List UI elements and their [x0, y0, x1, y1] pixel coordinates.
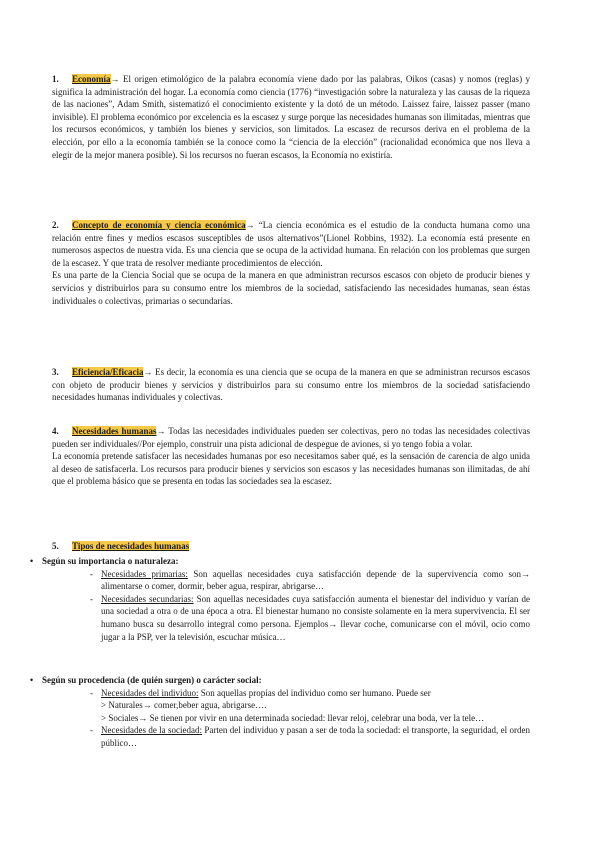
section-2-paragraph-2: Es una parte de la Ciencia Social que se ocupa de la manera en que administran recursos escasos con objeto de producir bienes y servicios y distribuirlos para su consumo entre los miembros de la sociedad, satisfaciendo las necesidades humanas, sean éstas individuales o colectivas, primarias o secundarias. [52, 270, 530, 306]
dash-icon: - [90, 687, 93, 698]
dash-icon: - [90, 725, 93, 736]
item-text: Parten del individuo y pasan a ser de toda la sociedad: el transporte, la seguridad, el orden público… [101, 725, 530, 748]
section-eficiencia [52, 366, 530, 404]
sub-item-sociales: > Sociales→ Se tienen por vivir en una determinada sociedad: llevar reloj, celebrar una boda, ver la tele… [101, 712, 485, 723]
item-text: Son aquellas necesidades cuya satisfacción depende de la supervivencia como son→ alimentarse o comer, dormir, beber agua, respirar, abrigarse… [101, 568, 530, 592]
arrow-icon: → [143, 367, 153, 377]
section-economia [52, 73, 530, 161]
list-item [30, 593, 530, 643]
section-4-paragraph-2: La economía pretende satisfacer las necesidades humanas por eso necesitamos saber qué, es la sensación de carencia de algo unida al deseo de satisfacerla. Los recursos para producir bienes y servicios son escasos y las necesidades humanas son ilimitadas, de ahí que el problema básico que se presenta en todas las sociedades sea la escasez. [52, 451, 530, 487]
section-title: Economía [72, 74, 111, 84]
section-title: Eficiencia/Eficacia [72, 367, 144, 377]
section-number: 3. [52, 367, 59, 377]
item-text: Son aquellas propias del individuo como ser humano. Puede ser [198, 687, 431, 698]
section-3-paragraph [52, 366, 530, 404]
list-item [30, 687, 530, 725]
dash-icon: - [90, 593, 93, 604]
group-importancia [30, 555, 530, 643]
section-5-heading [52, 541, 189, 551]
section-text: “La ciencia económica es el estudio de la conducta humana como una relación entre fines y medios escasos susceptibles de usos alternativos”(Lionel Robbins, 1932). La economía está presente en numerosos aspectos de nuestra vida. Es una ciencia que se ocupa de la actividad humana. En relación con los problemas que surgen de la escasez. Y que trata de resolver mediante procedimientos de elección. [52, 220, 531, 268]
item-term: Necesidades secundarias: [101, 593, 194, 604]
section-text: Es decir, la economía es una ciencia que se ocupa de la manera en que se administran recursos escasos con objeto de producir bienes y servicios y distribuirlos para su consumo entre los miembros de la sociedad satisfaciendo necesidades humanas individuales y colectivas. [52, 367, 530, 403]
section-title: Concepto de economía y ciencia económica [72, 220, 246, 230]
section-number: 2. [52, 220, 59, 230]
section-necesidades [52, 425, 530, 488]
group-title [30, 555, 530, 568]
arrow-icon: → [245, 220, 255, 230]
item-term: Necesidades primarias: [101, 568, 188, 579]
section-number: 4. [52, 426, 59, 436]
section-number: 5. [52, 541, 59, 551]
item-term: Necesidades de la sociedad: [101, 725, 203, 736]
section-text: El origen etimológico de la palabra economía viene dado por las palabras, Oikos (casas) y nomos (reglas) y significa la administración del hogar. La economía como ciencia (1776) “investigación sobre la naturaleza y las causas de la riqueza de las naciones”, Adam Smith, sistematizó el conocimiento existente y la dotó de un método. Laissez faire, laissez passer (mano invisible). El problema económico por excelencia es la escasez y surge porque las necesidades humanas son ilimitadas, mientras que los recursos económicos, y también los bienes y servicios, son limitados. La escasez de recursos deriva en el problema de la elección, por ello a la economía también se la conoce como la “ciencia de la elección” (racionalidad económica que nos lleva a elegir de la mejor manera posible). Si los recursos no fueran escasos, la Economía no existiría. [52, 74, 530, 160]
list-item [30, 568, 530, 593]
sub-item-naturales: > Naturales→ comer,beber agua, abrigarse…. [101, 700, 267, 711]
bullet-icon: • [30, 556, 34, 566]
item-text: Son aquellas necesidades cuya satisfacción aumenta el bienestar del individuo y varían de una sociedad a otra o de una época a otra. El bienestar humano no consiste solamente en la mera supervivencia. El ser humano busca su desarrollo integral como persona. Ejemplos→ llevar coche, comunicarse con el móvil, ocio como jugar a la PSP, ver la televisión, escuchar música… [101, 593, 530, 642]
section-text: Todas las necesidades individuales pueden ser colectivas, pero no todas las necesidades colectivas pueden ser individuales//Por ejemplo, construir una pista adicional de despegue de aviones, si yo tengo fobia a volar. [52, 426, 530, 449]
group-title-text: Según su procedencia (de quién surgen) o carácter social: [42, 675, 262, 685]
group-title-text: Según su importancia o naturaleza: [42, 556, 179, 566]
section-1-paragraph [52, 73, 530, 161]
section-4-paragraph [52, 425, 530, 450]
section-2-paragraph [52, 219, 530, 269]
bullet-icon: • [30, 675, 34, 685]
dash-icon: - [90, 568, 93, 579]
group-procedencia [30, 674, 530, 750]
item-term: Necesidades del individuo: [101, 687, 199, 698]
section-title: Tipos de necesidades humanas [72, 541, 190, 551]
arrow-icon: → [156, 426, 166, 436]
section-number: 1. [52, 74, 59, 84]
section-title: Necesidades humanas [72, 426, 157, 436]
arrow-icon: → [110, 74, 120, 84]
group-title [30, 674, 530, 687]
section-concepto [52, 219, 530, 307]
list-item [30, 724, 530, 749]
